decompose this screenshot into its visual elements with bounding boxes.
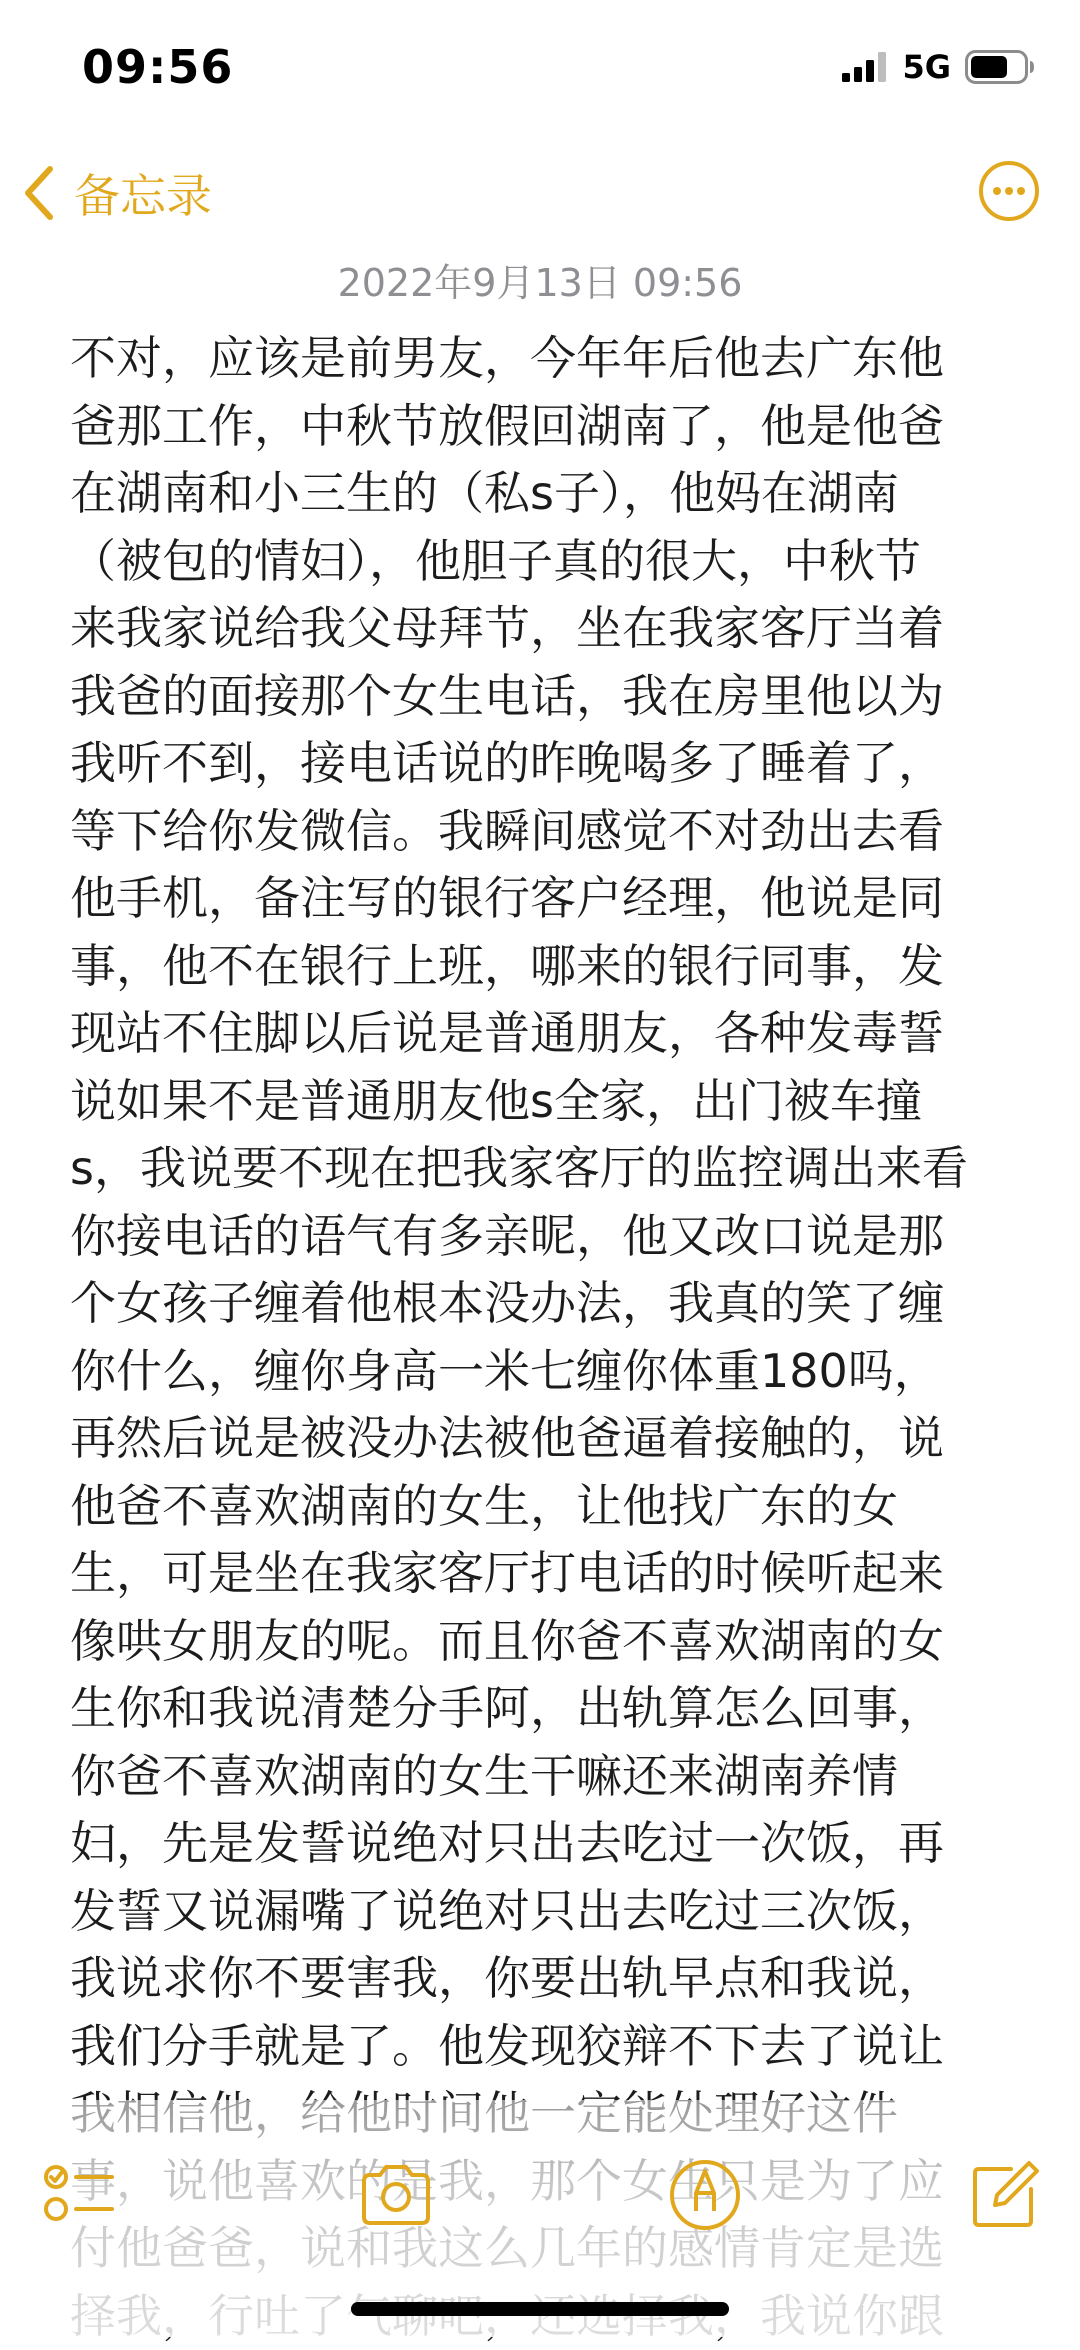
bottom-toolbar [0,2155,1080,2235]
note-line: 现站不住脚以后说是普通朋友，各种发毒誓 [70,1000,1020,1068]
back-button[interactable] [22,160,212,226]
markup-button[interactable] [665,2155,745,2235]
note-line: 他手机，备注写的银行客户经理，他说是同 [70,865,1020,933]
cellular-signal-icon [842,52,888,82]
note-line: （被包的情妇），他胆子真的很大，中秋节 [70,528,1020,596]
note-line: 不对，应该是前男友，今年年后他去广东他 [70,325,1020,393]
status-bar [0,0,1080,130]
note-line: 他爸不喜欢湖南的女生，让他找广东的女 [70,1473,1020,1541]
checklist-icon [40,2155,120,2235]
nav-bar [0,140,1080,250]
note-line: 生，可是坐在我家客厅打电话的时候听起来 [70,1540,1020,1608]
note-line: 事，他不在银行上班，哪来的银行同事，发 [70,933,1020,1001]
note-line: 个女孩子缠着他根本没办法，我真的笑了缠 [70,1270,1020,1338]
battery-icon [965,50,1035,84]
markup-pen-icon [665,2155,745,2235]
ellipsis-circle-icon [978,160,1040,222]
note-body[interactable] [70,325,1020,2185]
note-line: 妇，先是发誓说绝对只出去吃过一次饭，再 [70,1810,1020,1878]
compose-button[interactable] [965,2155,1045,2235]
back-label: 备忘录 [74,160,212,226]
network-type: 5G [902,48,951,86]
chevron-left-icon [22,164,56,222]
note-line: 像哄女朋友的呢。而且你爸不喜欢湖南的女 [70,1608,1020,1676]
note-line: 爸那工作，中秋节放假回湖南了，他是他爸 [70,393,1020,461]
note-line: 你接电话的语气有多亲昵，他又改口说是那 [70,1203,1020,1271]
note-line: 你什么，缠你身高一米七缠你体重180吗， [70,1338,1020,1406]
note-line: 我听不到，接电话说的昨晚喝多了睡着了， [70,730,1020,798]
note-line: 我们分手就是了。他发现狡辩不下去了说让 [70,2013,1020,2081]
note-date: 2022年9月13日 09:56 [0,252,1080,307]
note-line: 在湖南和小三生的（私s子），他妈在湖南 [70,460,1020,528]
note-line: 生你和我说清楚分手阿，出轨算怎么回事， [70,1675,1020,1743]
note-line: 说如果不是普通朋友他s全家，出门被车撞 [70,1068,1020,1136]
status-indicators [842,48,1035,86]
note-line: 你爸不喜欢湖南的女生干嘛还来湖南养情 [70,1743,1020,1811]
note-line: 等下给你发微信。我瞬间感觉不对劲出去看 [70,798,1020,866]
camera-button[interactable] [356,2155,436,2235]
note-line: 我说求你不要害我，你要出轨早点和我说， [70,1945,1020,2013]
note-line: 来我家说给我父母拜节，坐在我家客厅当着 [70,595,1020,663]
compose-icon [965,2155,1045,2235]
note-line: 我爸的面接那个女生电话，我在房里他以为 [70,663,1020,731]
note-line: 发誓又说漏嘴了说绝对只出去吃过三次饭， [70,1878,1020,1946]
note-line: s，我说要不现在把我家客厅的监控调出来看 [70,1135,1020,1203]
more-options-button[interactable] [978,160,1040,222]
checklist-button[interactable] [40,2155,120,2235]
status-time: 09:56 [82,40,233,94]
camera-icon [356,2155,436,2235]
note-line: 再然后说是被没办法被他爸逼着接触的，说 [70,1405,1020,1473]
home-indicator [351,2302,729,2316]
